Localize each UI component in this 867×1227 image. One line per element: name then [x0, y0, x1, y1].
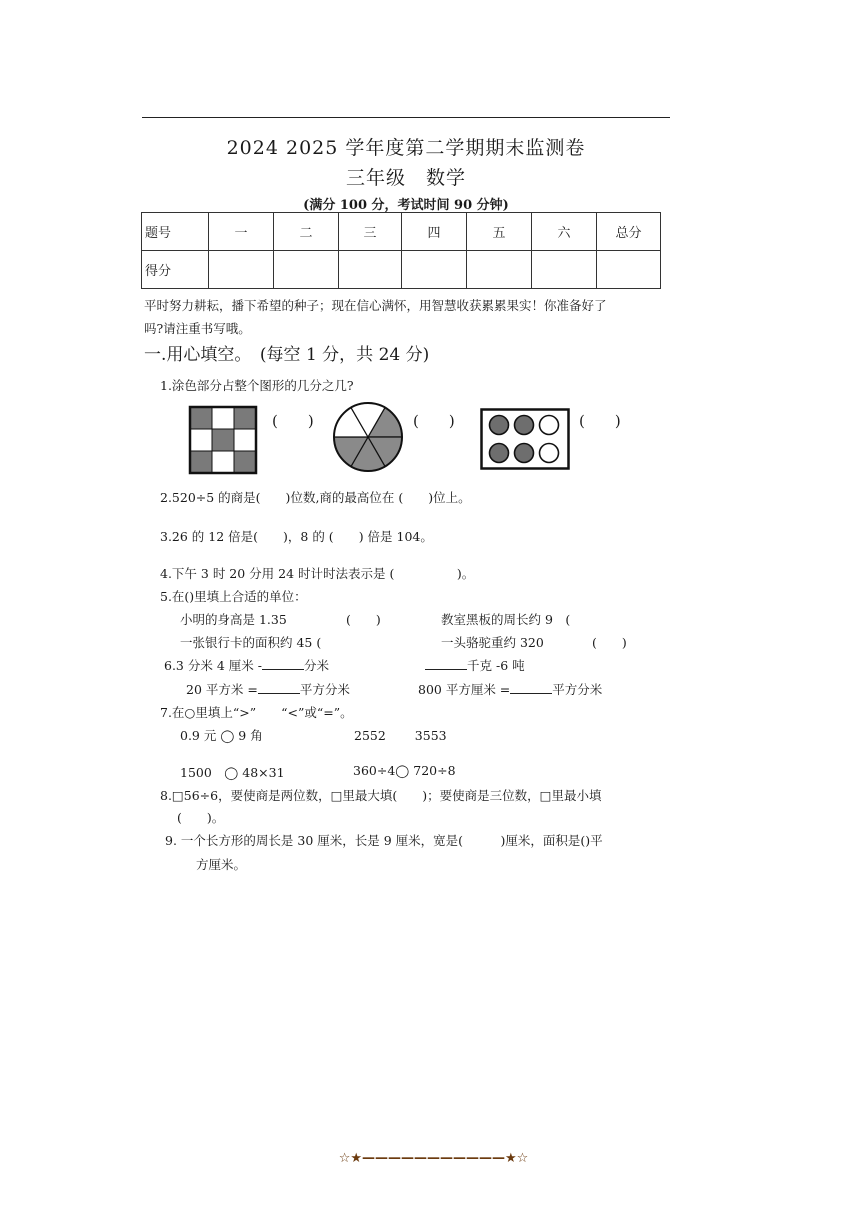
section-1-heading: 一.用心填空。 (每空 1 分，共 24 分) [144, 345, 430, 365]
shaded-dots-figure [480, 408, 570, 470]
exam-subtitle: 三年级 数学 [345, 167, 466, 189]
dot-filled [515, 444, 534, 463]
score-table-column: 二 [274, 213, 339, 251]
q6-c-blank[interactable] [258, 681, 300, 694]
dot-empty [540, 444, 559, 463]
q7-item-c: 1500 ◯ 48×31 [180, 765, 285, 780]
q5-item-a: 小明的身高是 1.35 [180, 612, 287, 627]
score-table-column: 五 [467, 213, 532, 251]
shaded-square [234, 407, 256, 429]
shaded-squares-figure [187, 404, 259, 476]
q5-item-a-paren: ( ) [346, 612, 381, 627]
score-cell[interactable] [532, 251, 597, 289]
score-cell[interactable] [274, 251, 339, 289]
question-2: 2.520÷5 的商是( )位数,商的最高位在 ( )位上。 [160, 490, 471, 505]
q1-answer-paren-2: ( ) [413, 412, 455, 430]
score-table-row-label: 题号 [142, 213, 209, 251]
question-8-line-1: 8.□56÷6，要使商是两位数，□里最大填( )；要使商是三位数，□里最小填 [160, 788, 602, 803]
shaded-square [234, 451, 256, 473]
q6-row-1-left [164, 656, 329, 674]
score-cell[interactable] [402, 251, 467, 289]
score-cell[interactable] [209, 251, 274, 289]
score-cell[interactable] [339, 251, 402, 289]
score-table-column: 四 [402, 213, 467, 251]
question-3: 3.26 的 12 倍是( )，8 的 ( ) 倍是 104。 [160, 529, 433, 544]
dot-filled [515, 416, 534, 435]
q5-item-d-paren: ( ) [592, 635, 627, 650]
blank-square [190, 429, 212, 451]
motto-line-2: 吗?请注重书写哦。 [144, 321, 251, 336]
q7-item-a: 0.9 元 ◯ 9 角 [180, 728, 263, 743]
q6-d-blank[interactable] [510, 681, 552, 694]
header-rule [142, 117, 670, 118]
shaded-square [190, 407, 212, 429]
q1-answer-paren-1: ( ) [272, 412, 314, 430]
question-9-line-1: 9. 一个长方形的周长是 30 厘米，长是 9 厘米，宽是( )厘米，面积是()平 [165, 833, 603, 848]
score-table-column: 六 [532, 213, 597, 251]
q6-a-blank[interactable] [262, 657, 304, 670]
dot-filled [490, 416, 509, 435]
question-4: 4.下午 3 时 20 分用 24 时计时法表示是 ( )。 [160, 566, 475, 581]
q7-item-b: 2552 3553 [354, 728, 447, 743]
score-table-column: 总分 [597, 213, 661, 251]
q6-b-suffix: 千克 -6 吨 [467, 658, 525, 673]
shaded-pie-figure [330, 399, 406, 475]
q6-d-suffix: 平方分米 [552, 682, 603, 697]
q6-row-2-left [186, 680, 350, 698]
q5-item-d: 一头骆驼重约 320 [441, 635, 544, 650]
dot-filled [490, 444, 509, 463]
q6-row-1-right [425, 656, 525, 674]
score-table-row-label: 得分 [142, 251, 209, 289]
blank-square [234, 429, 256, 451]
question-9-line-2: 方厘米。 [196, 857, 247, 872]
exam-meta: (满分 100 分，考试时间 90 分钟) [303, 198, 509, 213]
shaded-square [190, 451, 212, 473]
score-table-column: 一 [209, 213, 274, 251]
question-1: 1.涂色部分占整个图形的几分之几? [160, 378, 354, 393]
q6-a-prefix: 6.3 分米 4 厘米 - [164, 658, 262, 673]
q6-row-2-right [418, 680, 602, 698]
blank-square [212, 407, 234, 429]
footer-decoration: ☆★———————————★☆ [338, 1151, 529, 1166]
score-table [141, 212, 661, 289]
score-table-column: 三 [339, 213, 402, 251]
shaded-square [212, 429, 234, 451]
q6-b-blank[interactable] [425, 657, 467, 670]
q6-d-prefix: 800 平方厘米 = [418, 682, 511, 697]
q5-item-c: 一张银行卡的面积约 45 ( [180, 635, 322, 650]
score-cell[interactable] [467, 251, 532, 289]
q1-answer-paren-3: ( ) [579, 412, 621, 430]
score-table-score-row [142, 251, 661, 289]
q6-c-prefix: 20 平方米 = [186, 682, 258, 697]
blank-square [212, 451, 234, 473]
q5-item-b: 教室黑板的周长约 9 ( [441, 612, 571, 627]
dot-empty [540, 416, 559, 435]
q6-c-suffix: 平方分米 [299, 682, 350, 697]
q7-item-d: 360÷4◯ 720÷8 [353, 763, 456, 778]
score-table-header-row [142, 213, 661, 251]
question-5: 5.在()里填上合适的单位： [160, 589, 307, 604]
q6-a-suffix: 分米 [303, 658, 329, 673]
question-8-line-2: ( )。 [177, 810, 225, 825]
exam-title: 2024 2025 学年度第二学期期末监测卷 [226, 137, 586, 159]
motto-line-1: 平时努力耕耘，播下希望的种子；现在信心满怀，用智慧收获累累果实！你准备好了 [144, 298, 607, 313]
score-cell[interactable] [597, 251, 661, 289]
question-7: 7.在○里填上“>” “<”或“=”。 [160, 705, 353, 720]
